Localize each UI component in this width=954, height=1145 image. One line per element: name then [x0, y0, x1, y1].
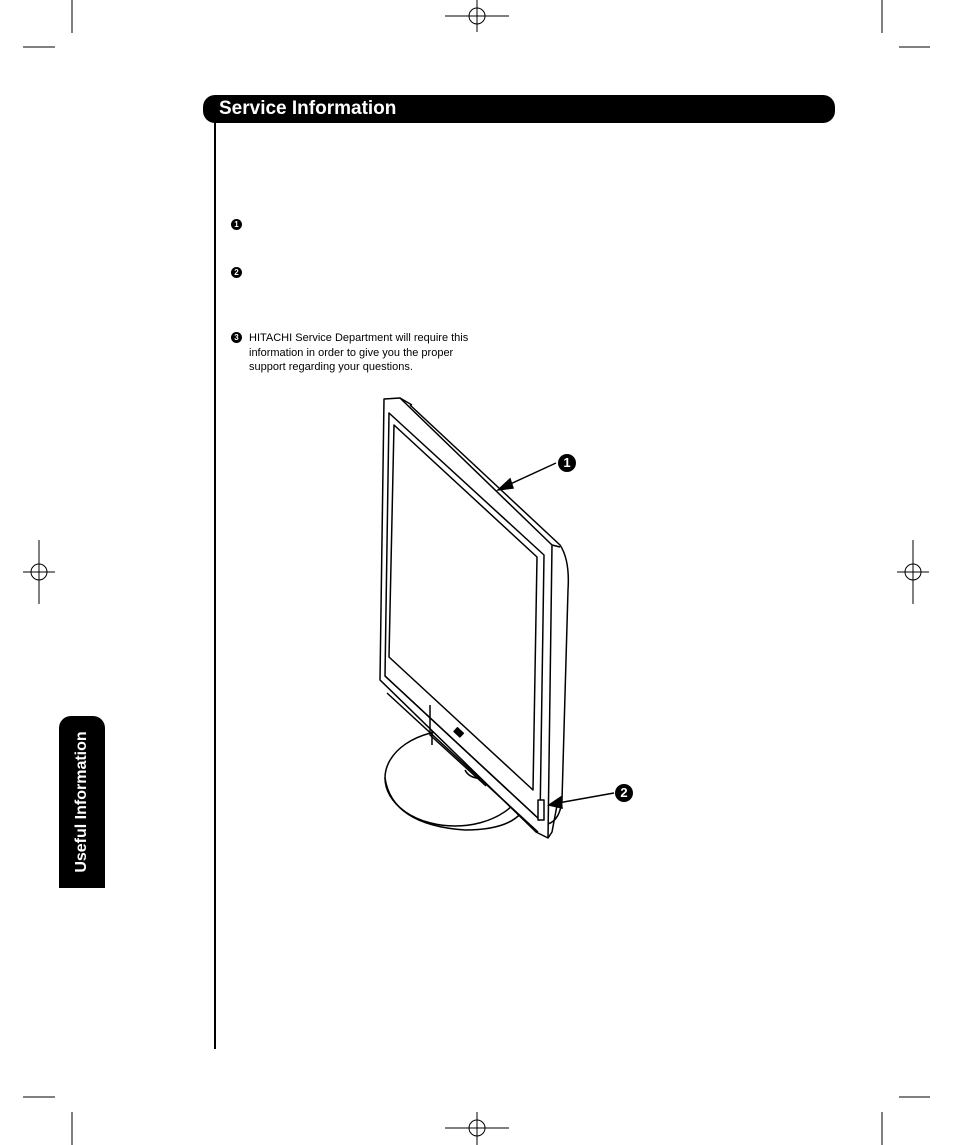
- step-3-text: HITACHI Service Department will require this information in order to give you the proper support regarding your questions.: [249, 332, 469, 373]
- step-3-marker: 3: [231, 332, 242, 343]
- side-tab-label: Useful Information: [73, 731, 90, 873]
- callout-2: 2: [615, 784, 633, 802]
- side-section-tab: [59, 716, 105, 888]
- page-title: Service Information: [219, 98, 397, 119]
- callout-1: 1: [558, 454, 576, 472]
- step-1-marker: 1: [231, 219, 242, 230]
- section-title-bar: [203, 95, 835, 123]
- tv-illustration: [370, 390, 640, 850]
- step-2-marker: 2: [231, 267, 242, 278]
- margin-rule: [214, 123, 216, 1049]
